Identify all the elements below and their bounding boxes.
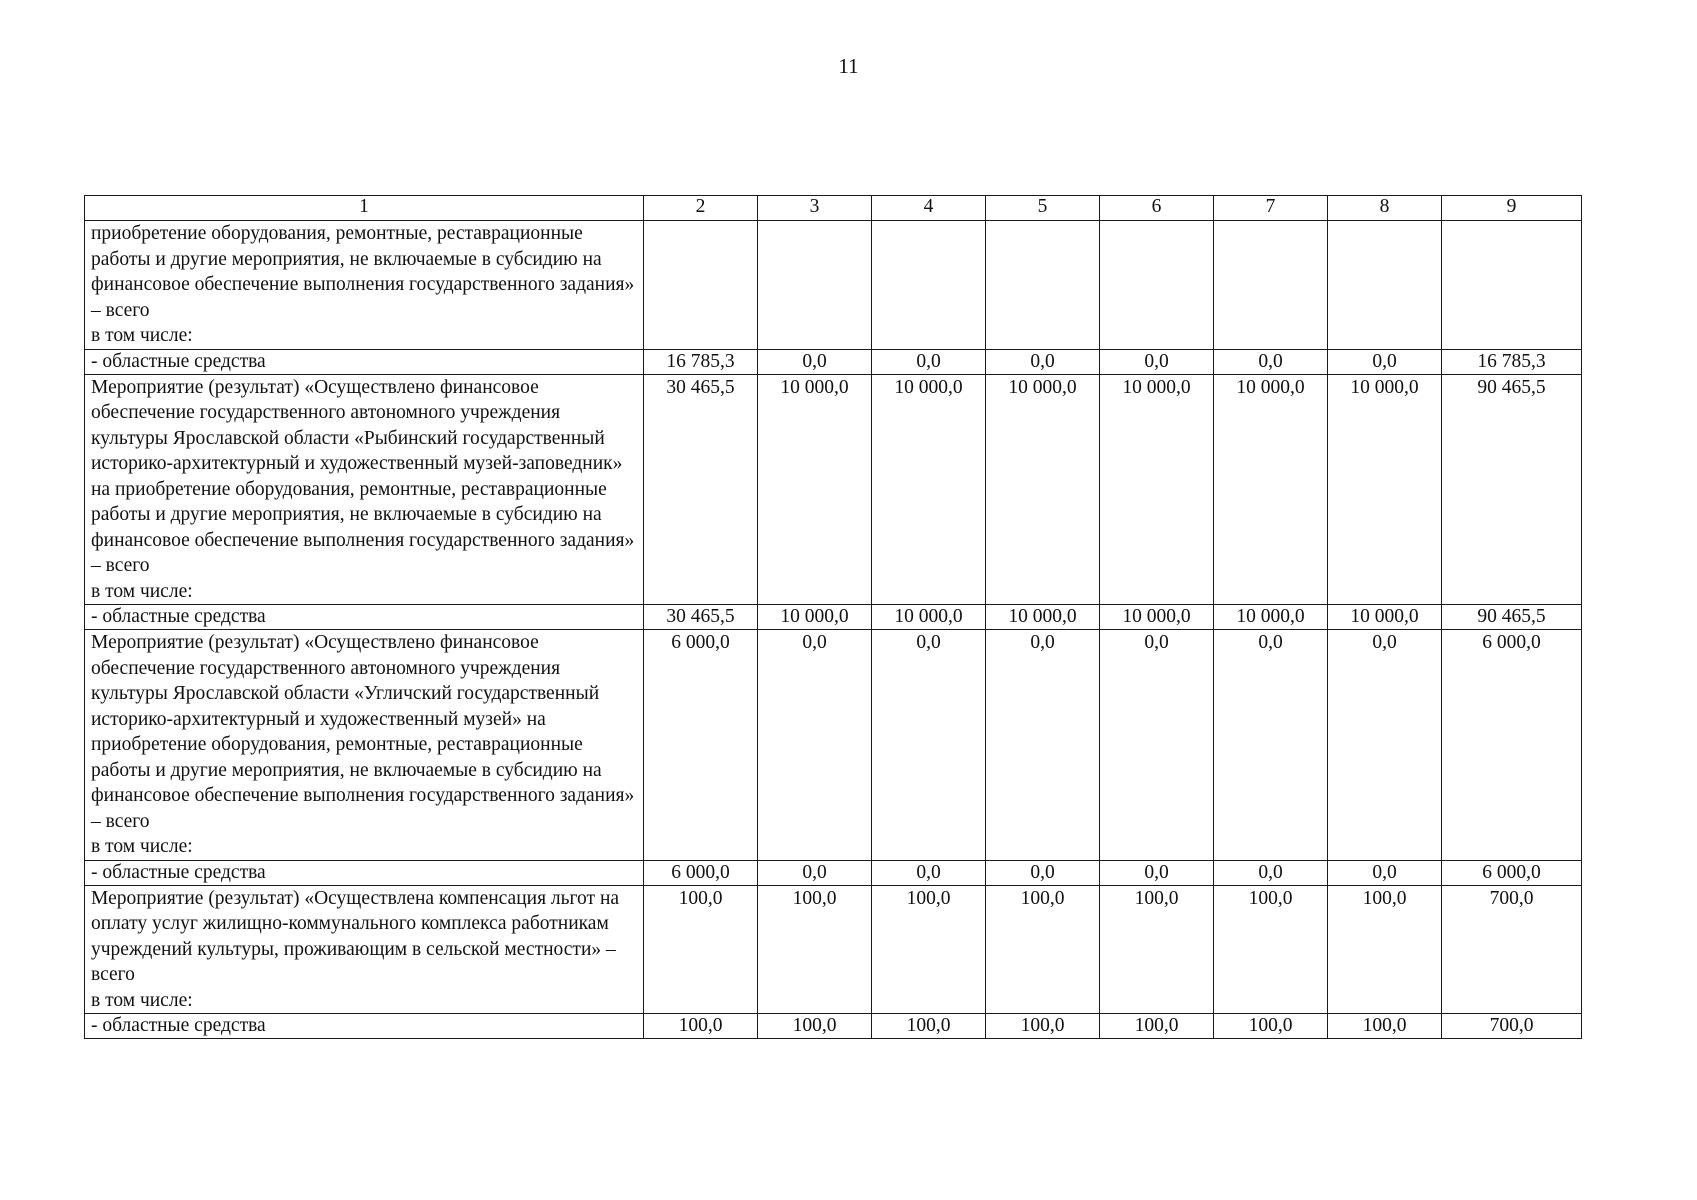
funding-source-row (85, 605, 1582, 630)
including-note: в том числе: (91, 989, 193, 1011)
including-note: в том числе: (91, 325, 193, 346)
value-cell-col-2 (644, 221, 758, 350)
value-cell-col-5: 10 000,0 (986, 374, 1100, 605)
value-cell-col-9: 90 465,5 (1442, 374, 1582, 605)
value-cell-col-7: 0,0 (1214, 349, 1328, 374)
value-cell-col-8 (1328, 221, 1442, 350)
funding-source-label: - областные средства (91, 350, 266, 372)
column-header-5: 5 (986, 196, 1100, 221)
value-cell-col-6: 10 000,0 (1100, 374, 1214, 605)
activity-row (85, 630, 1582, 861)
column-header-6: 6 (1100, 196, 1214, 221)
value-cell-col-4: 10 000,0 (872, 605, 986, 630)
value-cell-col-5: 10 000,0 (986, 605, 1100, 630)
value-cell-col-5: 0,0 (986, 860, 1100, 885)
value-cell-col-9: 90 465,5 (1442, 605, 1582, 630)
value-cell-col-7: 100,0 (1214, 1014, 1328, 1039)
value-cell-col-8: 10 000,0 (1328, 605, 1442, 630)
value-cell-col-5 (986, 221, 1100, 350)
value-cell-col-3: 0,0 (758, 630, 872, 861)
header-row (85, 196, 1582, 221)
activity-row (85, 885, 1582, 1014)
value-cell-col-3: 100,0 (758, 1014, 872, 1039)
funding-source-row (85, 349, 1582, 374)
value-cell-col-9: 700,0 (1442, 885, 1582, 1014)
value-cell-col-3: 0,0 (758, 860, 872, 885)
row-description-cell (85, 885, 644, 1014)
value-cell-col-2: 30 465,5 (644, 605, 758, 630)
value-cell-col-6: 0,0 (1100, 349, 1214, 374)
value-cell-col-8: 0,0 (1328, 630, 1442, 861)
value-cell-col-3: 100,0 (758, 885, 872, 1014)
value-cell-col-6: 0,0 (1100, 860, 1214, 885)
value-cell-col-8: 100,0 (1328, 885, 1442, 1014)
value-cell-col-9: 6 000,0 (1442, 630, 1582, 861)
value-cell-col-9: 700,0 (1442, 1014, 1582, 1039)
value-cell-col-4: 0,0 (872, 860, 986, 885)
funding-source-row (85, 1014, 1582, 1039)
value-cell-col-8: 10 000,0 (1328, 374, 1442, 605)
value-cell-col-9: 6 000,0 (1442, 860, 1582, 885)
value-cell-col-3: 10 000,0 (758, 374, 872, 605)
value-cell-col-6: 100,0 (1100, 1014, 1214, 1039)
table-body (85, 221, 1582, 1039)
value-cell-col-7: 0,0 (1214, 860, 1328, 885)
activity-description: Мероприятие (результат) «Осуществлено финансовое обеспечение государственного автономного учреждения культуры Ярославской области «Рыбинский государственный историко-архитектурный и художественный музей-заповедник» на приобретение оборудования, ремонтные, реставрационные работы и другие мероприятия, не включаемые в субсидию на финансовое обеспечение выполнения государственного задания» – всего (91, 376, 635, 576)
value-cell-col-7: 0,0 (1214, 630, 1328, 861)
value-cell-col-5: 100,0 (986, 1014, 1100, 1039)
value-cell-col-9: 16 785,3 (1442, 349, 1582, 374)
row-description-cell (85, 605, 644, 630)
column-header-3: 3 (758, 196, 872, 221)
row-description-cell (85, 374, 644, 605)
activity-row (85, 221, 1582, 350)
row-description-cell (85, 349, 644, 374)
value-cell-col-6: 10 000,0 (1100, 605, 1214, 630)
value-cell-col-4: 10 000,0 (872, 374, 986, 605)
column-header-8: 8 (1328, 196, 1442, 221)
value-cell-col-4: 0,0 (872, 349, 986, 374)
value-cell-col-6: 100,0 (1100, 885, 1214, 1014)
value-cell-col-9 (1442, 221, 1582, 350)
value-cell-col-5: 0,0 (986, 630, 1100, 861)
activity-row (85, 374, 1582, 605)
funding-source-label: - областные средства (91, 1015, 266, 1036)
column-header-7: 7 (1214, 196, 1328, 221)
value-cell-col-4 (872, 221, 986, 350)
funding-source-row (85, 860, 1582, 885)
value-cell-col-2: 30 465,5 (644, 374, 758, 605)
row-description-cell (85, 860, 644, 885)
value-cell-col-7: 10 000,0 (1214, 605, 1328, 630)
value-cell-col-6 (1100, 221, 1214, 350)
value-cell-col-8: 100,0 (1328, 1014, 1442, 1039)
value-cell-col-7: 10 000,0 (1214, 374, 1328, 605)
page-number: 11 (838, 54, 859, 78)
value-cell-col-2: 6 000,0 (644, 860, 758, 885)
activity-description: приобретение оборудования, ремонтные, реставрационные работы и другие мероприятия, не включаемые в субсидию на финансовое обеспечение выполнения государственного задания» – всего (91, 223, 635, 321)
value-cell-col-8: 0,0 (1328, 860, 1442, 885)
row-description-cell (85, 630, 644, 861)
value-cell-col-2: 100,0 (644, 885, 758, 1014)
value-cell-col-4: 100,0 (872, 885, 986, 1014)
column-header-4: 4 (872, 196, 986, 221)
value-cell-col-8: 0,0 (1328, 349, 1442, 374)
value-cell-col-5: 0,0 (986, 349, 1100, 374)
table-header (85, 196, 1582, 221)
funding-source-label: - областные средства (91, 606, 266, 627)
column-header-2: 2 (644, 196, 758, 221)
value-cell-col-7 (1214, 221, 1328, 350)
including-note: в том числе: (91, 836, 193, 857)
value-cell-col-7: 100,0 (1214, 885, 1328, 1014)
row-description-cell (85, 1014, 644, 1039)
column-header-1: 1 (85, 196, 644, 221)
funding-source-label: - областные средства (91, 861, 266, 883)
value-cell-col-3: 0,0 (758, 349, 872, 374)
value-cell-col-3 (758, 221, 872, 350)
activity-description: Мероприятие (результат) «Осуществлена компенсация льгот на оплату услуг жилищно-коммунального комплекса работникам учреждений культуры, проживающим в сельской местности» – всего (91, 887, 620, 985)
value-cell-col-3: 10 000,0 (758, 605, 872, 630)
budget-table (84, 195, 1582, 1039)
value-cell-col-5: 100,0 (986, 885, 1100, 1014)
value-cell-col-2: 100,0 (644, 1014, 758, 1039)
value-cell-col-2: 6 000,0 (644, 630, 758, 861)
value-cell-col-4: 100,0 (872, 1014, 986, 1039)
activity-description: Мероприятие (результат) «Осуществлено финансовое обеспечение государственного автономного учреждения культуры Ярославской области «Угличский государственный историко-архитектурный и художественный музей» на приобретение оборудования, ремонтные, реставрационные работы и другие мероприятия, не включаемые в субсидию на финансовое обеспечение выполнения государственного задания» – всего (91, 632, 635, 832)
row-description-cell (85, 221, 644, 350)
value-cell-col-2: 16 785,3 (644, 349, 758, 374)
value-cell-col-6: 0,0 (1100, 630, 1214, 861)
value-cell-col-4: 0,0 (872, 630, 986, 861)
column-header-9: 9 (1442, 196, 1582, 221)
including-note: в том числе: (91, 580, 193, 602)
